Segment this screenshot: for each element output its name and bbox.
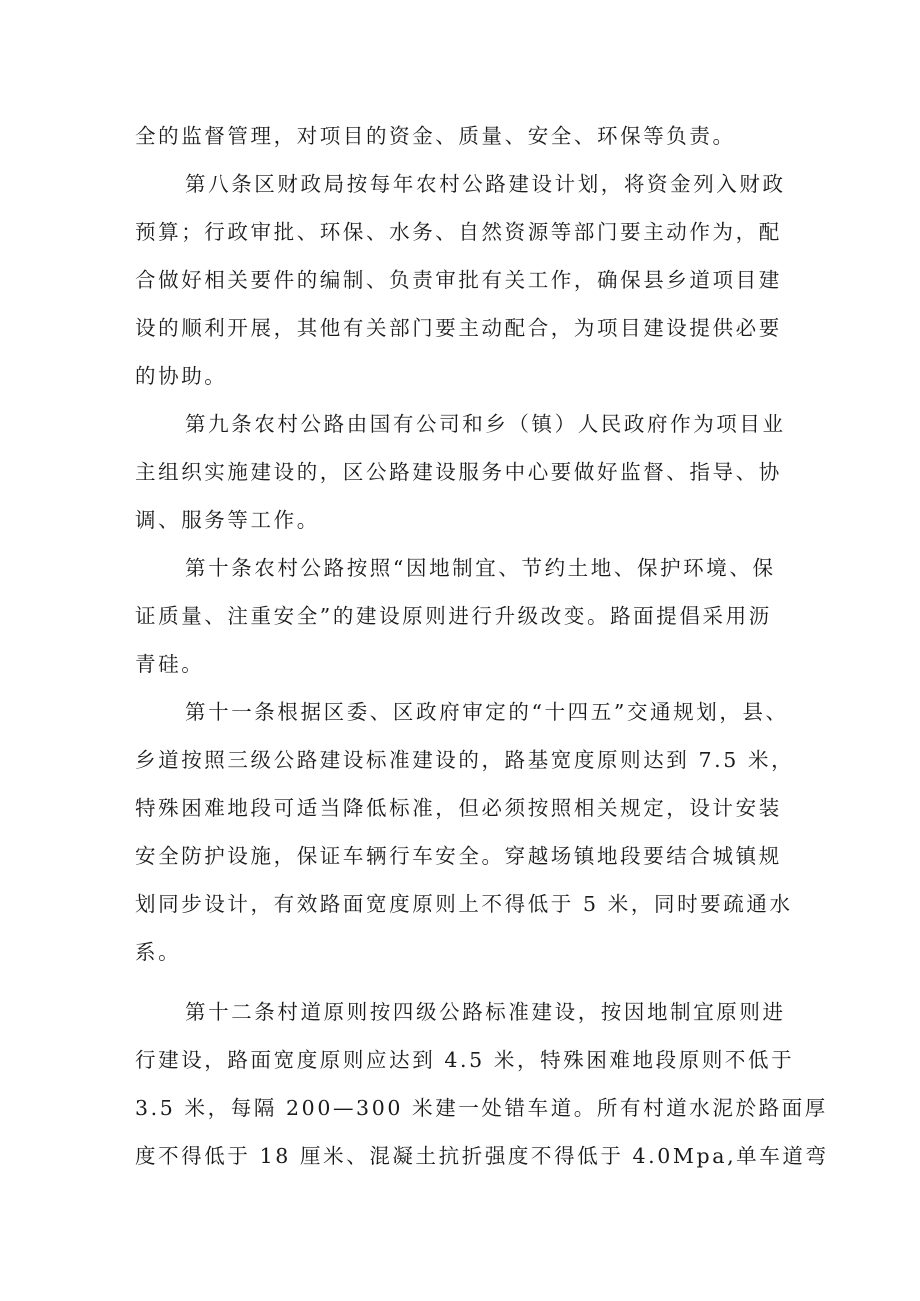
text-line: 设的顺利开展，其他有关部门要主动配合，为项目建设提供必要 — [135, 316, 782, 340]
text-line: 第十条农村公路按照“因地制宜、节约土地、保护环境、保 — [185, 556, 776, 580]
text-line: 合做好相关要件的编制、负责审批有关工作，确保县乡道项目建 — [135, 268, 782, 292]
text-line: 证质量、注重安全”的建设原则进行升级改变。路面提倡采用沥 — [135, 604, 772, 628]
document-body — [135, 112, 829, 1180]
text-line: 特殊困难地段可适当降低标准，但必须按照相关规定，设计安装 — [135, 796, 782, 820]
text-line: 第八条区财政局按每年农村公路建设计划，将资金列入财政 — [185, 172, 786, 196]
text-line: 第九条农村公路由国有公司和乡（镇）人民政府作为项目业 — [185, 412, 786, 436]
text-line: 调、服务等工作。 — [135, 508, 320, 532]
text-line: 全的监督管理，对项目的资金、质量、安全、环保等负责。 — [135, 124, 736, 148]
text-line: 第十二条村道原则按四级公路标准建设，按因地制宜原则进 — [185, 1000, 786, 1024]
text-line: 系。 — [135, 940, 182, 964]
text-line: 的协助。 — [135, 364, 228, 388]
text-line: 第十一条根据区委、区政府审定的“十四五”交通规划，县、 — [185, 700, 789, 724]
text-line: 预算；行政审批、环保、水务、自然资源等部门要主动作为，配 — [135, 220, 782, 244]
text-line: 主组织实施建设的，区公路建设服务中心要做好监督、指导、协 — [135, 460, 782, 484]
text-line: 行建设，路面宽度原则应达到 4.5 米，特殊困难地段原则不低于 — [135, 1048, 795, 1072]
text-line: 青硅。 — [135, 652, 205, 676]
text-line: 3.5 米，每隔 200—300 米建一处错车道。所有村道水泥於路面厚 — [135, 1096, 828, 1120]
text-line: 乡道按照三级公路建设标准建设的，路基宽度原则达到 7.5 米， — [135, 748, 795, 772]
text-line: 安全防护设施，保证车辆行车安全。穿越场镇地段要结合城镇规 — [135, 844, 782, 868]
text-line: 度不得低于 18 厘米、混凝土抗折强度不得低于 4.0Mpa,单车道弯 — [135, 1144, 829, 1168]
paragraph-spacer — [135, 976, 795, 988]
text-line: 划同步设计，有效路面宽度原则上不得低于 5 米，同时要疏通水 — [135, 892, 793, 916]
